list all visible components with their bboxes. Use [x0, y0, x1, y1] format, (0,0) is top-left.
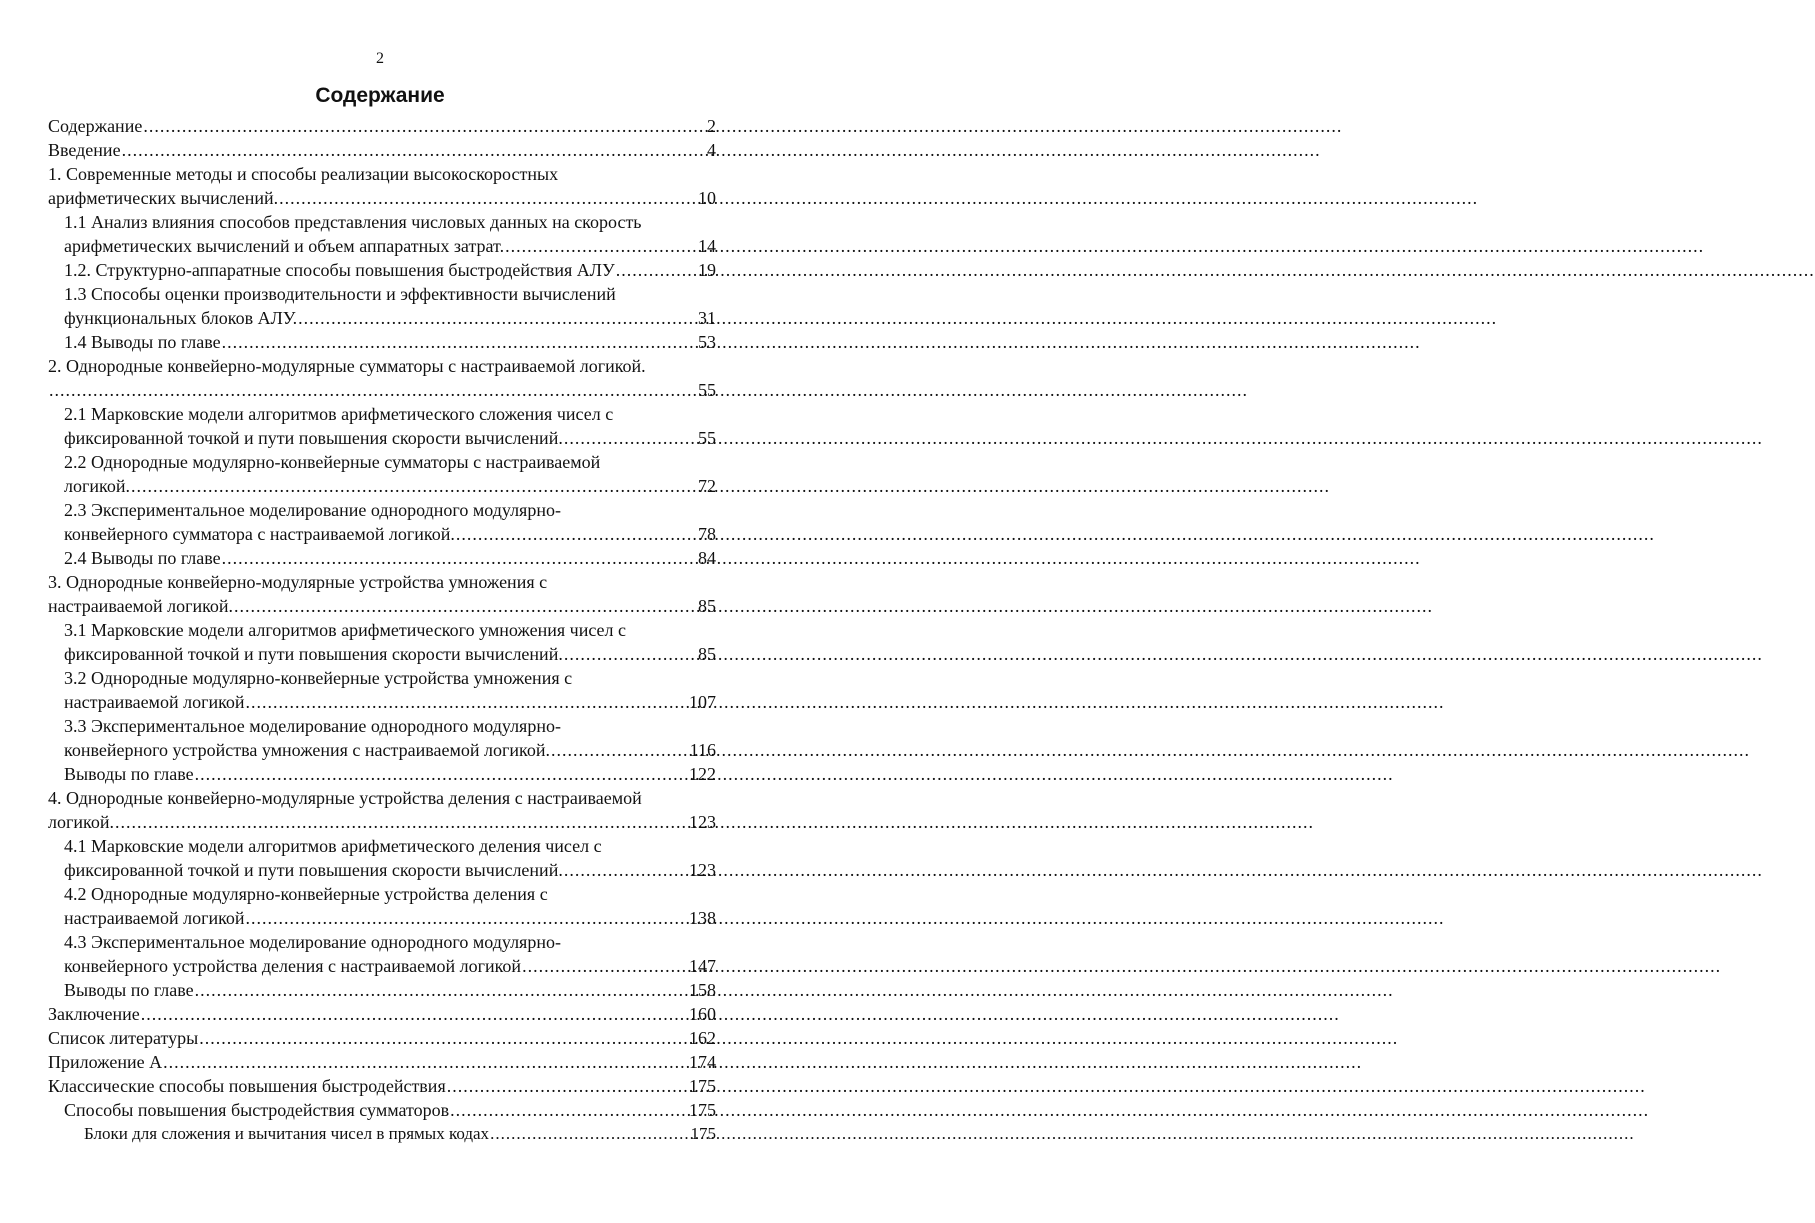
toc-entry-title: Содержание [48, 116, 143, 136]
toc-entry-title: настраиваемой логикой [64, 908, 245, 928]
toc-entry[interactable] [48, 450, 716, 498]
toc-page-number: 162 [689, 1028, 716, 1048]
dot-leader [279, 186, 697, 210]
toc-entry[interactable] [48, 1026, 716, 1050]
toc-entry-title: фиксированной точкой и пути повышения скорости вычислений. [64, 644, 563, 664]
toc-page-number: 85 [698, 644, 716, 664]
toc-entry-title-line: 3.3 Экспериментальное моделирование однородного модулярно- [64, 716, 561, 736]
toc-entry-title: фиксированной точкой и пути повышения скорости вычислений. [64, 428, 563, 448]
dot-leader [122, 138, 706, 162]
dot-leader [222, 546, 697, 570]
toc-entry[interactable] [48, 930, 716, 978]
toc-entry-title: 1.4 Выводы по главе [64, 332, 221, 352]
toc-entry-title-line: 4.2 Однородные модулярно-конвейерные устройства деления с [64, 884, 548, 904]
dot-leader [199, 1026, 688, 1050]
toc-entry[interactable] [48, 354, 716, 402]
toc-entry-title-line: 4. Однородные конвейерно-модулярные устройства деления с настраиваемой [48, 788, 642, 808]
toc-entry[interactable] [48, 714, 716, 762]
toc-page-number: 10 [698, 188, 716, 208]
toc-entry[interactable] [48, 1050, 716, 1074]
toc-entry-title-line: 2.2 Однородные модулярно-конвейерные сумматоры с настраиваемой [64, 452, 601, 472]
dot-leader [298, 306, 697, 330]
toc-page-number: 2 [707, 116, 716, 136]
toc-entry[interactable] [48, 666, 716, 714]
toc-entry-title: Выводы по главе [64, 764, 194, 784]
dot-leader [195, 978, 688, 1002]
toc-entry-title-line: 3. Однородные конвейерно-модулярные устройства умножения с [48, 572, 548, 592]
toc-page-number: 175 [689, 1076, 716, 1096]
toc-page-number: 138 [689, 908, 716, 928]
toc-page-number: 55 [698, 428, 716, 448]
toc-entry-title: арифметических вычислений. [48, 188, 279, 208]
toc-page-number: 175 [689, 1100, 716, 1120]
dot-leader [246, 690, 688, 714]
dot-leader [115, 810, 688, 834]
toc-entry-title: Заключение [48, 1004, 140, 1024]
toc-page-number: 158 [689, 980, 716, 1000]
toc-page-number: 116 [689, 740, 716, 760]
toc-page-number: 85 [698, 596, 716, 616]
toc-entry[interactable] [48, 546, 716, 570]
toc-entry[interactable] [48, 498, 716, 546]
toc-entry-title-line: 4.1 Марковские модели алгоритмов арифметического деления чисел с [64, 836, 602, 856]
toc-entry[interactable] [48, 1074, 716, 1098]
toc-entry-title-line: 1.1 Анализ влияния способов представления числовых данных на скорость [64, 212, 642, 232]
toc-entry-title: фиксированной точкой и пути повышения скорости вычислений. [64, 860, 563, 880]
dot-leader [131, 474, 697, 498]
toc-entry-title-line: 1. Современные методы и способы реализации высокоскоростных [48, 164, 559, 184]
toc-entry-title-line: 3.1 Марковские модели алгоритмов арифметического умножения чисел с [64, 620, 626, 640]
toc-entry-title-line: 1.3 Способы оценки производительности и эффективности вычислений [64, 284, 616, 304]
toc-entry-title-line: 2.1 Марковские модели алгоритмов арифметического сложения чисел с [64, 404, 614, 424]
toc-entry[interactable] [48, 1098, 716, 1122]
toc-page-number: 78 [698, 524, 716, 544]
toc-entry-title: настраиваемой логикой [64, 692, 245, 712]
toc-page-number: 55 [698, 380, 716, 400]
toc-entry-title: Выводы по главе [64, 980, 194, 1000]
toc-entry[interactable] [48, 834, 716, 882]
dot-leader [447, 1074, 688, 1098]
toc-page-number: 19 [698, 260, 716, 280]
dot-leader [616, 258, 697, 282]
toc-entry[interactable] [48, 1122, 716, 1146]
toc-entry[interactable] [48, 162, 716, 210]
toc-entry-title: Классические способы повышения быстродействия [48, 1076, 446, 1096]
dot-leader [195, 762, 688, 786]
dot-leader [163, 1050, 688, 1074]
toc-page-number: 175 [690, 1124, 716, 1143]
toc-entry-title: Список литературы [48, 1028, 199, 1048]
toc-page-number: 160 [689, 1004, 716, 1024]
toc-page-number: 72 [698, 476, 716, 496]
toc-entry-title: 2.4 Выводы по главе [64, 548, 221, 568]
dot-leader [450, 1098, 688, 1122]
toc-entry-title: арифметических вычислений и объем аппаратных затрат. [64, 236, 505, 256]
toc-page-number: 31 [698, 308, 716, 328]
dot-leader [143, 114, 706, 138]
toc-page-number: 107 [689, 692, 716, 712]
toc-entry[interactable] [48, 282, 716, 330]
toc-page-number: 147 [689, 956, 716, 976]
toc-entry[interactable] [48, 762, 716, 786]
dot-leader [49, 378, 697, 402]
toc-entry-title: Блоки для сложения и вычитания чисел в прямых кодах [84, 1124, 490, 1143]
toc-page-number: 123 [689, 860, 716, 880]
dot-leader [564, 858, 688, 882]
dot-leader [564, 642, 697, 666]
dot-leader [505, 234, 697, 258]
toc-entry-title: логикой. [64, 476, 130, 496]
page-title: Содержание [315, 84, 445, 107]
toc-page-number: 14 [698, 236, 716, 256]
toc-entry-title: Введение [48, 140, 121, 160]
dot-leader [141, 1002, 688, 1026]
toc-page-number: 4 [707, 140, 716, 160]
toc-entry-title: 1.2. Структурно-аппаратные способы повышения быстродействия АЛУ [64, 260, 615, 280]
toc-page-number: 84 [698, 548, 716, 568]
toc-entry-title-line: 2.3 Экспериментальное моделирование однородного модулярно- [64, 500, 561, 520]
dot-leader [234, 594, 697, 618]
toc-entry-title: конвейерного устройства деления с настраиваемой логикой [64, 956, 522, 976]
toc-entry-title: логикой. [48, 812, 114, 832]
toc-entry[interactable] [48, 618, 716, 666]
toc-entry-title: Способы повышения быстродействия сумматоров [64, 1100, 450, 1120]
table-of-contents [48, 114, 716, 1146]
toc-entry-title-line: 2. Однородные конвейерно-модулярные сумматоры с настраиваемой логикой. [48, 356, 646, 376]
dot-leader [222, 330, 697, 354]
toc-entry-title: конвейерного сумматора с настраиваемой логикой. [64, 524, 455, 544]
page-number: 2 [376, 50, 384, 67]
toc-entry[interactable] [48, 570, 716, 618]
toc-entry[interactable] [48, 330, 716, 354]
toc-entry[interactable] [48, 210, 716, 258]
toc-page-number: 122 [689, 764, 716, 784]
toc-entry[interactable] [48, 786, 716, 834]
toc-entry-title: функциональных блоков АЛУ. [64, 308, 298, 328]
toc-entry-title-line: 4.3 Экспериментальное моделирование однородного модулярно- [64, 932, 561, 952]
toc-page-number: 53 [698, 332, 716, 352]
toc-entry[interactable] [48, 1002, 716, 1026]
toc-entry[interactable] [48, 114, 716, 138]
dot-leader [564, 426, 697, 450]
dot-leader [551, 738, 689, 762]
toc-page-number: 174 [689, 1052, 716, 1072]
dot-leader [522, 954, 688, 978]
dot-leader [456, 522, 697, 546]
toc-entry-title: Приложение А [48, 1052, 163, 1072]
toc-entry-title: настраиваемой логикой. [48, 596, 234, 616]
toc-entry-title: конвейерного устройства умножения с настраиваемой логикой. [64, 740, 550, 760]
toc-entry-title-line: 3.2 Однородные модулярно-конвейерные устройства умножения с [64, 668, 573, 688]
toc-entry[interactable] [48, 882, 716, 930]
dot-leader [246, 906, 688, 930]
toc-page-number: 123 [689, 812, 716, 832]
toc-entry[interactable] [48, 402, 716, 450]
toc-entry[interactable] [48, 258, 716, 282]
dot-leader [490, 1122, 689, 1146]
toc-entry[interactable] [48, 138, 716, 162]
toc-entry[interactable] [48, 978, 716, 1002]
